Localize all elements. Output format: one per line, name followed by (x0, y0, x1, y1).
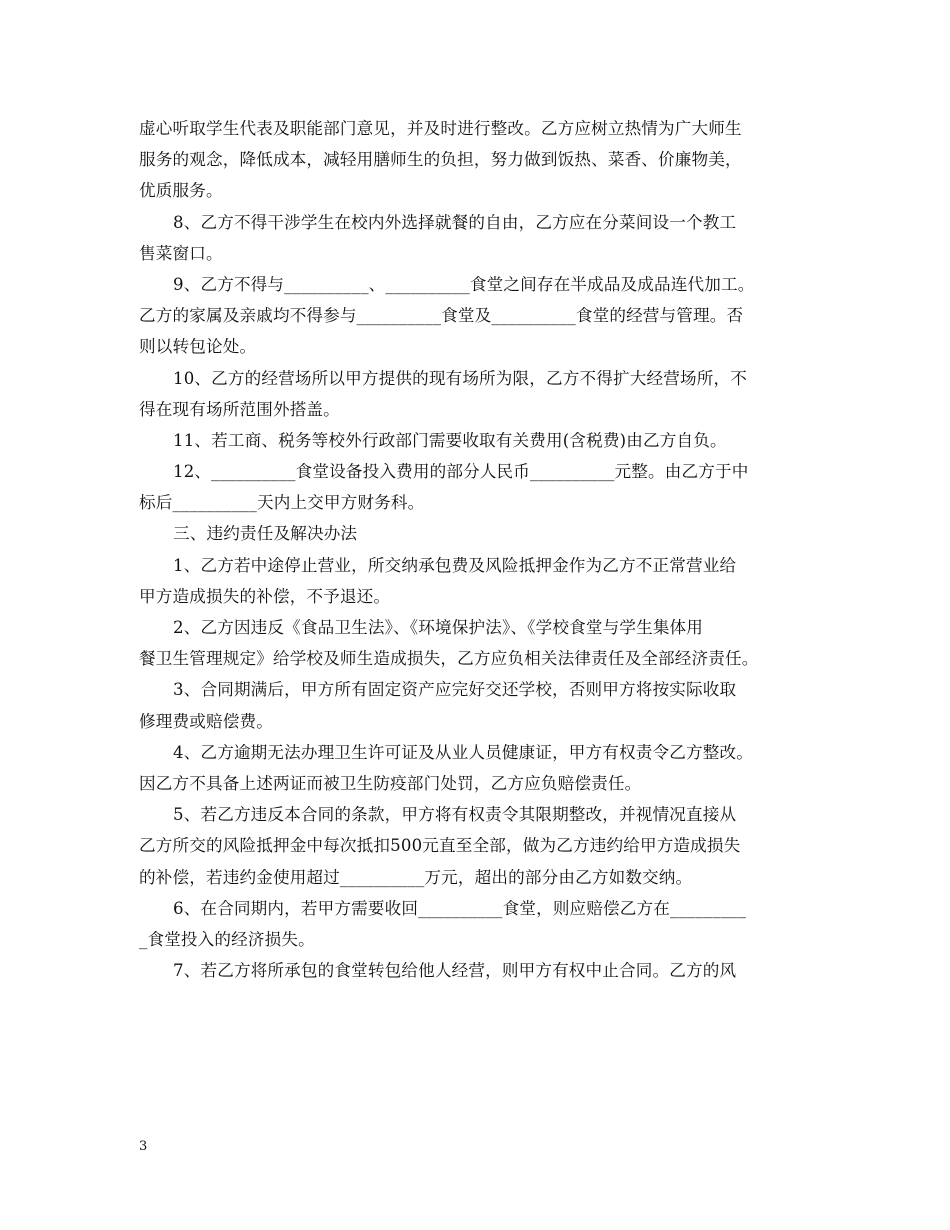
text-line: 甲方造成损失的补偿，不予退还。 (139, 586, 391, 606)
text-line: _食堂投入的经济损失。 (139, 929, 315, 949)
text-line: 餐卫生管理规定》给学校及师生造成损失，乙方应负相关法律责任及全部经济责任。 (139, 649, 759, 669)
text-line: 的补偿，若违约金使用超过__________万元，超出的部分由乙方如数交纳。 (139, 867, 693, 887)
text-line: 11、若工商、税务等校外行政部门需要收取有关费用(含税费)由乙方自负。 (173, 430, 727, 450)
text-line: 5、若乙方违反本合同的条款，甲方将有权责令其限期整改，并视情况直接从 (173, 805, 737, 825)
text-line: 乙方的家属及亲戚均不得参与__________食堂及__________食堂的经营与管理。否 (139, 306, 744, 326)
text-line: 三、违约责任及解决办法 (173, 524, 358, 544)
text-line: 因乙方不具备上述两证而被卫生防疫部门处罚，乙方应负赔偿责任。 (139, 773, 642, 793)
text-line: 9、乙方不得与__________、__________食堂之间存在半成品及成品连代加工。 (173, 274, 755, 294)
text-line: 8、乙方不得干涉学生在校内外选择就餐的自由，乙方应在分菜间设一个教工 (173, 212, 737, 232)
text-line: 则以转包论处。 (139, 337, 257, 357)
text-line: 虚心听取学生代表及职能部门意见，并及时进行整改。乙方应树立热情为广大师生 (139, 119, 742, 138)
text-line: 7、若乙方将所承包的食堂转包给他人经营，则甲方有权中止合同。乙方的风 (173, 961, 737, 981)
text-line: 修理费或赔偿费。 (139, 711, 273, 731)
text-line: 1、乙方若中途停止营业，所交纳承包费及风险抵押金作为乙方不正常营业给 (173, 555, 737, 575)
contract-body-text (139, 113, 815, 986)
text-line: 得在现有场所范围外搭盖。 (139, 399, 340, 419)
text-line: 服务的观念，降低成本，减轻用膳师生的负担，努力做到饭热、菜香、价廉物美， (139, 150, 742, 170)
text-line: 售菜窗口。 (139, 243, 223, 263)
text-line: 3、合同期满后，甲方所有固定资产应完好交还学校，否则甲方将按实际收取 (173, 680, 737, 700)
text-line: 优质服务。 (139, 181, 223, 201)
text-line: 10、乙方的经营场所以甲方提供的现有场所为限，乙方不得扩大经营场所，不 (173, 368, 747, 388)
text-line: 2、乙方因违反《食品卫生法》、《环境保护法》、《学校食堂与学生集体用 (173, 618, 704, 637)
text-line: 6、在合同期内，若甲方需要收回__________食堂，则应赔偿乙方在_________ (173, 898, 747, 918)
text-line: 12、__________食堂设备投入费用的部分人民币__________元整。由乙方于中 (173, 462, 749, 482)
text-line: 乙方所交的风险抵押金中每次抵扣500元直至全部，做为乙方违约给甲方造成损失 (139, 836, 741, 856)
text-line: 标后__________天内上交甲方财务科。 (139, 493, 425, 513)
page-number: 3 (139, 1139, 148, 1154)
text-line: 4、乙方逾期无法办理卫生许可证及从业人员健康证，甲方有权责令乙方整改。 (173, 742, 753, 762)
